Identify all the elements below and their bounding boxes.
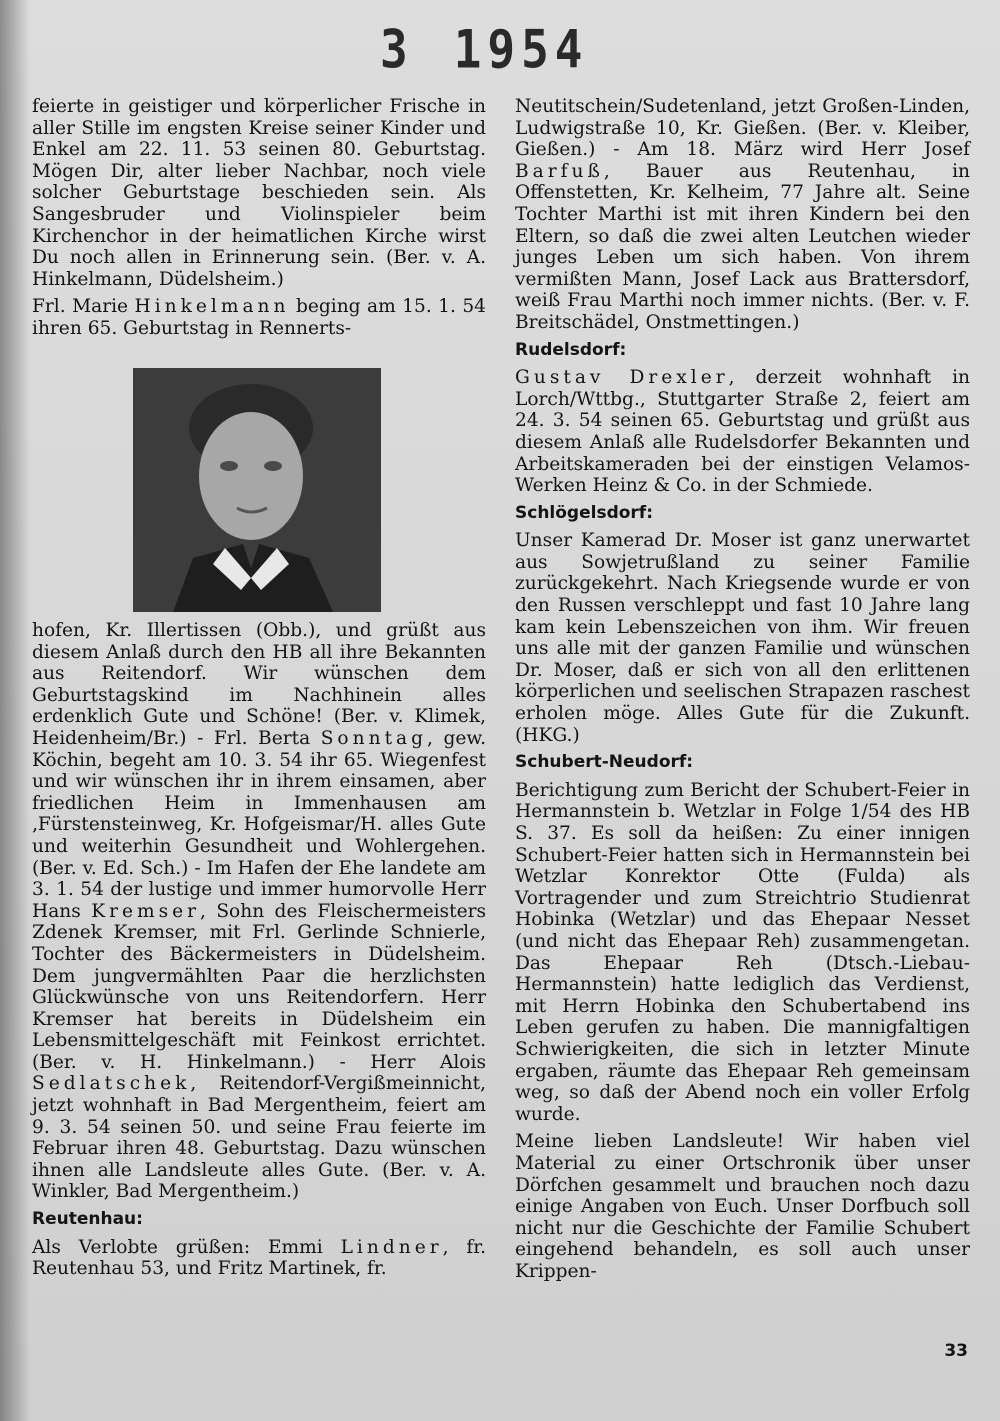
paragraph: Gustav Drexler, derzeit wohnhaft in Lorch/Wttbg., Stuttgarter Straße 2, feiert am 24. 3. 54 seinen 65. Geburtstag und grüßt aus diesem Anlaß alle Rudelsdorfer Bekannten und Arbeitskameraden bei der einstigen Velamos-Werken Heinz & Co. in der Schmiede.: [515, 367, 970, 497]
paragraph: Berichtigung zum Bericht der Schubert-Feier in Hermannstein b. Wetzlar in Folge 1/54 des HB S. 37. Es soll da heißen: Zu einer innigen Schubert-Feier hatten sich in Hermannstein bei Wetzlar Konrektor Otte (Fulda) als Vortragender und zum Streichtrio Studienrat Hobinka (Wetzlar) und das Ehepaar Nesset (und nicht das Ehepaar Reh) zusammengetan. Das Ehepaar Reh (Dtsch.-Liebau-Hermannstein) hatte lediglich das Verdienst, mit Herrn Hobinka den Schubertabend ins Leben gerufen zu haben. Die mannigfaltigen Schwierigkeiten, die sich in letzter Minute ergaben, räumte das Ehepaar Reh gemeinsam weg, so daß der Abend noch ein voller Erfolg wurde.: [515, 779, 970, 1125]
paragraph: Frl. Marie Hinkelmann beging am 15. 1. 54 ihren 65. Geburtstag in Rennerts-: [32, 296, 486, 339]
page-number: 33: [944, 1341, 968, 1361]
person-name: Lindner: [340, 1236, 443, 1258]
year: 1954: [453, 17, 589, 81]
paragraph: Neutitschein/Sudetenland, jetzt Großen-Linden, Ludwigstraße 10, Kr. Gießen. (Ber. v. Kleiber, Gießen.) - Am 18. März wird Herr Josef Barfuß, Bauer aus Reutenhau, in Offenstetten, Kr. Kelheim, 77 Jahre alt. Seine Tochter Marthi ist mit ihren Kindern bei den Eltern, so daß die zwei alten Leutchen wieder junges Leben um sich haben. Von ihrem vermißten Mann, Josef Lack aus Brattersdorf, weiß Frau Marthi noch immer nichts. (Ber. v. F. Breitschädel, Onstmettingen.): [515, 96, 970, 333]
person-name: Sedlatschek: [32, 1073, 191, 1095]
section-heading-reutenhau: Reutenhau:: [32, 1209, 143, 1230]
paragraph: feierte in geistiger und körperlicher Frische in aller Stille im engsten Kreise seiner Kinder und Enkel am 22. 11. 53 seinen 80. Geburtstag. Mögen Dir, alter lieber Nachbar, noch viele solcher Geburtstage beschieden sein. Als Sangesbruder und Violinspieler beim Kirchenchor in der heimatlichen Kirche wirst Du noch allen in Erinnerung sein. (Ber. v. A. Hinkelmann, Düdelsheim.): [32, 96, 486, 290]
right-column: [515, 96, 970, 1282]
section-heading-schloegelsdorf: Schlögelsdorf:: [515, 502, 654, 523]
person-name: Hinkelmann: [134, 296, 290, 318]
person-name: Barfuß: [515, 160, 604, 182]
paragraph: Meine lieben Landsleute! Wir haben viel Material zu einer Ortschronik über unser Dörfchen gesammelt und brauchen noch dazu einige Angaben von Euch. Unser Dorfbuch soll nicht nur die Geschichte der Familie Schubert eingehend behandeln, es soll auch unser Krippen-: [515, 1131, 970, 1282]
section-heading-schubert-neudorf: Schubert-Neudorf:: [515, 752, 694, 773]
portrait-illustration: [133, 368, 381, 612]
section-heading-rudelsdorf: Rudelsdorf:: [515, 339, 627, 360]
paragraph: Unser Kamerad Dr. Moser ist ganz unerwartet aus Sowjetrußland zu seiner Familie zurückgekehrt. Nach Kriegsende wurde er von den Russen verschleppt und fast 10 Jahre lang kam kein Lebenszeichen von ihm. Wir freuen uns alle mit der ganzen Familie und wünschen Dr. Moser, daß er sich von all den erlittenen körperlichen und seelischen Strapazen raschest erholen möge. Alles Gute für die Zukunft. (HKG.): [515, 530, 970, 746]
issue-year-stamp: [380, 18, 588, 80]
left-column-bottom: [32, 620, 486, 1280]
portrait-photo: [133, 368, 381, 612]
issue-number: 3: [380, 17, 414, 81]
paragraph: Als Verlobte grüßen: Emmi Lindner, fr. Reutenhau 53, und Fritz Martinek, fr.: [32, 1236, 486, 1280]
paragraph: hofen, Kr. Illertissen (Obb.), und grüßt aus diesem Anlaß durch den HB all ihre Bekannten aus Reitendorf. Wir wünschen dem Geburtstagskind im Nachhinein alles erdenklich Gute und Schöne! (Ber. v. Klimek, Heidenheim/Br.) - Frl. Berta Sonntag, gew. Köchin, begeht am 10. 3. 54 ihr 65. Wiegenfest und wir wünschen ihr in ihrem einsamen, aber friedlichen Heim in Immenhausen am ‚Fürstensteinweg, Kr. Hofgeismar/H. alles Gute und weiterhin Gesundheit und Wohlergehen. (Ber. v. Ed. Sch.) - Im Hafen der Ehe landete am 3. 1. 54 der lustige und immer humorvolle Herr Hans Kremser, Sohn des Fleischermeisters Zdenek Kremser, mit Frl. Gerlinde Schnierle, Tochter des Bäckermeisters in Düdelsheim. Dem jungvermählten Paar die herzlichsten Glückwünsche von uns Reitendorfern. Herr Kremser hat bereits in Düdelsheim ein Lebensmittelgeschäft mit Feinkost errichtet. (Ber. v. H. Hinkelmann.) - Herr Alois Sedlatschek, Reitendorf-Vergißmeinnicht, jetzt wohnhaft in Bad Mergentheim, feiert am 9. 3. 54 seinen 50. und seine Frau feierte im Februar ihren 48. Geburtstag. Dazu wünschen ihnen alle Landsleute alles Gute. (Ber. v. A. Winkler, Bad Mergentheim.): [32, 620, 487, 1203]
person-name: Sonntag: [320, 727, 428, 749]
person-name: Kremser: [91, 900, 201, 922]
person-name: Gustav Drexler: [515, 367, 729, 389]
left-column-top: [32, 96, 486, 340]
